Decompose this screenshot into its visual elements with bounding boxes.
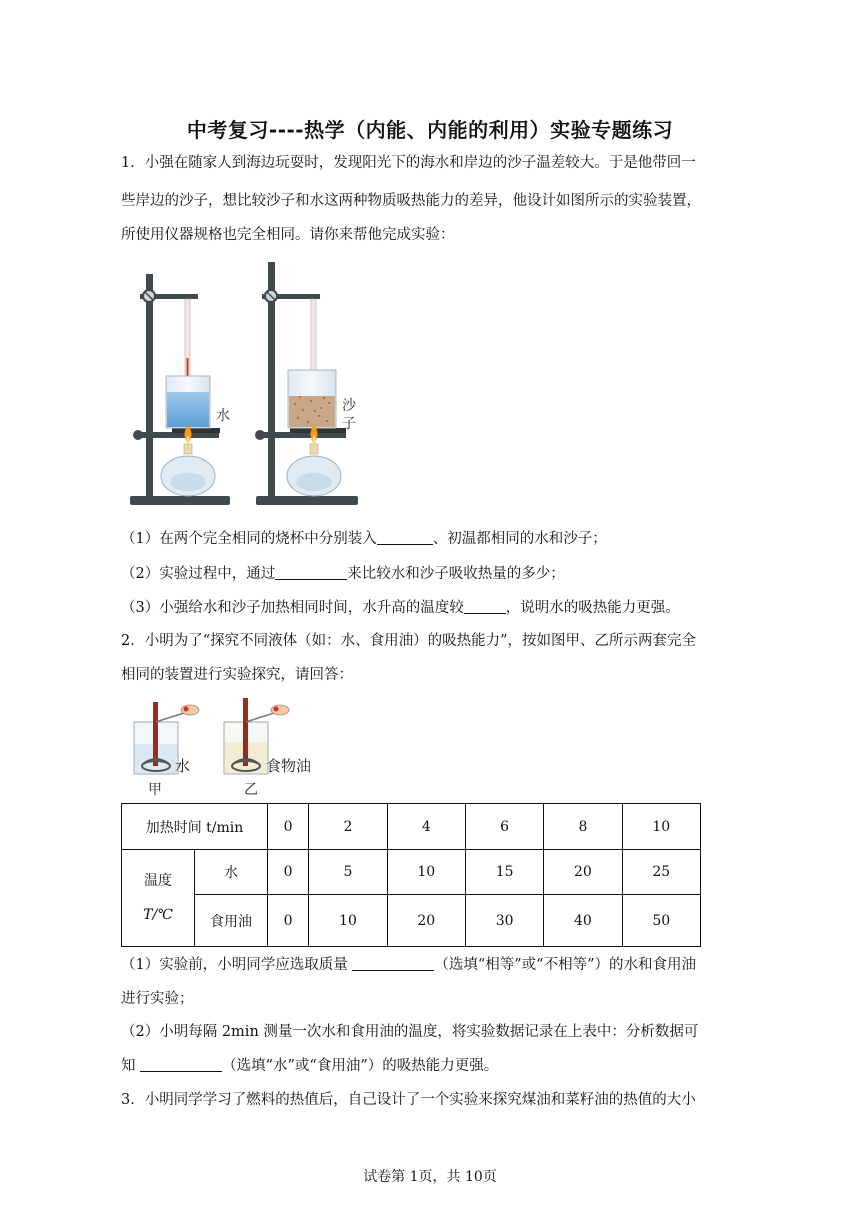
value-cell: 20 bbox=[387, 895, 465, 947]
label-jia: 甲 bbox=[148, 782, 162, 798]
q2-data-table bbox=[121, 803, 701, 947]
q2-intro-line1: 2．小明为了“探究不同液体（如：水、食用油）的吸热能力”，按如图甲、乙所示两套完全 bbox=[121, 633, 697, 649]
q2-sub1-blank[interactable] bbox=[352, 956, 434, 971]
value-cell: 0 bbox=[268, 850, 309, 895]
time-cell: 2 bbox=[309, 804, 387, 850]
value-cell: 10 bbox=[387, 850, 465, 895]
table-row-time bbox=[122, 804, 701, 850]
q1-sub1-blank[interactable] bbox=[377, 530, 433, 545]
q1-intro-line3: 所使用仪器规格也完全相同。请你来帮他完成实验： bbox=[121, 227, 455, 243]
value-cell: 50 bbox=[622, 895, 700, 947]
label-sand-2: 子 bbox=[342, 416, 356, 432]
row-label-water: 水 bbox=[195, 850, 268, 895]
q2-sub1-line2: 进行实验； bbox=[121, 991, 194, 1007]
q3-intro-line1: 3．小明同学学习了燃料的热值后，自己设计了一个实验来探究煤油和菜籽油的热值的大小 bbox=[121, 1092, 696, 1108]
q1-sub3: （3）小强给水和沙子加热相同时间，水升高的温度较 ，说明水的吸热能力更强。 bbox=[121, 600, 680, 616]
value-cell: 10 bbox=[309, 895, 387, 947]
value-cell: 15 bbox=[465, 850, 543, 895]
stand-water bbox=[130, 274, 230, 505]
time-cell: 8 bbox=[544, 804, 622, 850]
label-yi: 乙 bbox=[244, 782, 258, 798]
value-cell: 0 bbox=[268, 895, 309, 947]
header-temperature: 温度 T/℃ bbox=[122, 850, 195, 947]
value-cell: 40 bbox=[544, 895, 622, 947]
beaker-yi bbox=[224, 698, 311, 798]
q1-sub2-blank[interactable] bbox=[275, 565, 347, 580]
page-footer: 试卷第 1页，共 10页 bbox=[363, 1169, 497, 1185]
time-cell: 10 bbox=[622, 804, 700, 850]
time-cell: 0 bbox=[268, 804, 309, 850]
label-sand-1: 沙 bbox=[342, 398, 356, 414]
value-cell: 5 bbox=[309, 850, 387, 895]
q1-intro-line2: 些岸边的沙子，想比较沙子和水这两种物质吸热能力的差异，他设计如图所示的实验装置， bbox=[121, 193, 701, 209]
value-cell: 25 bbox=[622, 850, 700, 895]
header-heating-time: 加热时间 t/min bbox=[122, 804, 268, 850]
page-title: 中考复习----热学（内能、内能的利用）实验专题练习 bbox=[186, 118, 674, 142]
stand-sand bbox=[255, 262, 358, 505]
beaker-jia bbox=[134, 702, 199, 798]
table-row-water bbox=[122, 850, 701, 895]
label-oil: 食物油 bbox=[266, 757, 312, 775]
row-label-oil: 食用油 bbox=[195, 895, 268, 947]
value-cell: 20 bbox=[544, 850, 622, 895]
q2-sub2: 知 （选填“水”或“食用油”）的吸热能力更强。 bbox=[121, 1058, 499, 1074]
q2-sub1: （1）实验前，小明同学应选取质量 （选填“相等”或“不相等”）的水和食用油 bbox=[121, 957, 696, 973]
q2-sub2-blank[interactable] bbox=[140, 1057, 222, 1072]
label-water: 水 bbox=[216, 408, 230, 424]
time-cell: 6 bbox=[465, 804, 543, 850]
table-row-oil bbox=[122, 895, 701, 947]
q1-sub3-blank[interactable] bbox=[464, 599, 506, 614]
time-cell: 4 bbox=[387, 804, 465, 850]
q1-intro-line1: 1．小强在随家人到海边玩耍时，发现阳光下的海水和岸边的沙子温差较大。于是他带回一 bbox=[121, 155, 696, 171]
q2-sub2-line1: （2）小明每隔 2min 测量一次水和食用油的温度，将实验数据记录在上表中：分析数据可 bbox=[121, 1024, 699, 1040]
q2-apparatus-figure bbox=[128, 692, 328, 800]
label-water-2: 水 bbox=[175, 757, 191, 775]
q1-sub1: （1）在两个完全相同的烧杯中分别装入 、初温都相同的水和沙子； bbox=[121, 531, 607, 547]
q1-sub2: （2）实验过程中，通过 来比较水和沙子吸收热量的多少； bbox=[121, 566, 565, 582]
value-cell: 30 bbox=[465, 895, 543, 947]
q1-apparatus-figure bbox=[128, 258, 368, 514]
q2-intro-line2: 相同的装置进行实验探究，请回答： bbox=[121, 667, 353, 683]
